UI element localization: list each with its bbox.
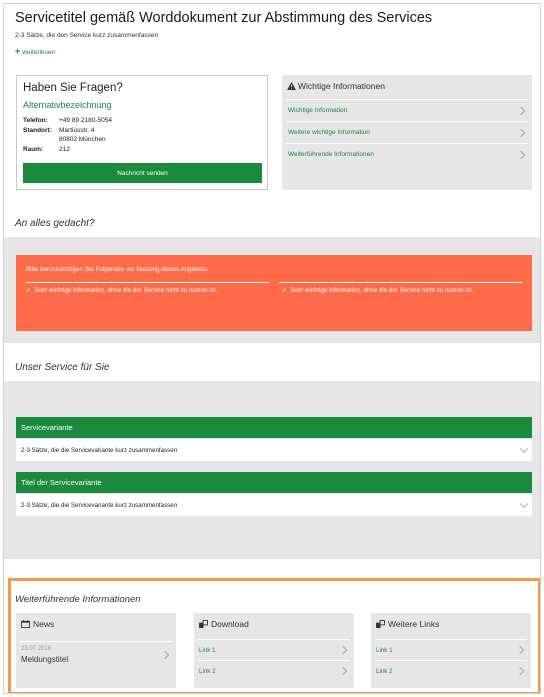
variant-summary-text: 2-3 Sätze, die die Servicevariante kurz zusammenfassen (21, 446, 178, 454)
location-line1: Martiusstr. 4 (59, 127, 95, 134)
link-label: Link 2 (376, 667, 393, 675)
phone-label: Telefon: (23, 117, 48, 124)
news-date: 23.07.2018 (21, 646, 52, 652)
room-value: 212 (59, 146, 70, 153)
link-label: Link 1 (376, 646, 393, 654)
reminder-intro: Bitte berücksichtigen Sie Folgendes vor Nutzung dieses Angebots: (26, 266, 209, 273)
link-label: Link 2 (199, 667, 216, 675)
send-message-button[interactable]: Nachricht senden (23, 163, 262, 183)
news-heading (21, 619, 54, 629)
chevron-down-icon (520, 445, 528, 453)
room-label: Raum: (23, 146, 44, 153)
info-item-label: Weitere wichtige Information (288, 129, 370, 136)
page-subtitle: 2-3 Sätze, die den Service kurz zusammenfassen (15, 32, 159, 39)
links-card (371, 613, 531, 688)
news-title-label: News (33, 619, 55, 629)
info-item-3[interactable] (286, 143, 528, 165)
calendar-icon (21, 620, 30, 628)
external-link-1[interactable] (375, 639, 527, 660)
chevron-right-icon (517, 128, 525, 136)
contact-heading: Haben Sie Fragen? (23, 82, 123, 94)
plus-icon: + (15, 46, 21, 56)
reminder-notice (16, 255, 532, 331)
contact-box (16, 75, 268, 190)
location-line2: 80802 München (59, 136, 106, 143)
chevron-right-icon (516, 667, 524, 675)
further-section-title: Weiterführende Informationen (15, 594, 141, 605)
variant-header-2[interactable]: Titel der Servicevariante (16, 472, 532, 493)
info-item-2[interactable] (286, 121, 528, 143)
download-title-label: Download (211, 619, 249, 629)
link-label: Link 1 (199, 646, 216, 654)
links-title-label: Weitere Links (388, 619, 440, 629)
external-link-2[interactable] (375, 660, 527, 681)
variant-summary-1[interactable] (16, 439, 532, 461)
download-heading (199, 619, 249, 629)
page-frame (3, 3, 541, 694)
services-band (4, 381, 540, 559)
important-info-box (282, 75, 532, 190)
divider (26, 282, 269, 283)
news-card (16, 613, 176, 688)
chevron-down-icon (520, 500, 528, 508)
variant-header-1[interactable]: Servicevariante (16, 417, 532, 438)
chevron-right-icon (517, 150, 525, 158)
phone-value[interactable]: +49 89 2180-5054 (59, 117, 112, 124)
chevron-right-icon (161, 651, 169, 659)
check-icon: ✓ (282, 287, 288, 294)
reminder-section-title: An alles gedacht? (15, 218, 95, 229)
download-card (194, 613, 354, 688)
reminder-item-2 (282, 287, 473, 294)
services-section-title: Unser Service für Sie (15, 362, 110, 373)
read-more-label: weiterlesen (22, 49, 56, 56)
info-item-label: Wichtige Information (288, 107, 348, 114)
download-icon (199, 620, 208, 628)
variant-summary-2[interactable] (16, 494, 532, 516)
chevron-right-icon (517, 106, 525, 114)
read-more-link[interactable] (15, 46, 55, 56)
warning-icon (287, 82, 296, 90)
location-label: Standort: (23, 127, 52, 134)
links-heading (376, 619, 439, 629)
page-title: Servicetitel gemäß Worddokument zur Abstimmung des Services (15, 10, 433, 26)
important-info-heading (287, 81, 385, 91)
important-info-title: Wichtige Informationen (298, 81, 385, 91)
download-link-1[interactable] (198, 639, 350, 660)
chevron-right-icon (339, 646, 347, 654)
variant-summary-text: 2-3 Sätze, die die Servicevariante kurz zusammenfassen (21, 501, 178, 509)
info-item-1[interactable] (286, 99, 528, 121)
links-icon (376, 620, 385, 628)
news-item-title[interactable]: Meldungstitel (21, 655, 69, 664)
chevron-right-icon (516, 646, 524, 654)
chevron-right-icon (339, 667, 347, 675)
download-link-2[interactable] (198, 660, 350, 681)
reminder-item-1 (26, 287, 217, 294)
info-item-label: Weiterführende Informationen (288, 151, 374, 158)
contact-alt-name: Alternativbezeichnung (23, 100, 112, 110)
reminder-item-text: Sehr wichtige Information, ohne die der Service nicht zu nutzen ist. (290, 287, 474, 294)
check-icon: ✓ (26, 287, 32, 294)
divider (279, 282, 522, 283)
reminder-item-text: Sehr wichtige Information, ohne die der Service nicht zu nutzen ist. (34, 287, 218, 294)
